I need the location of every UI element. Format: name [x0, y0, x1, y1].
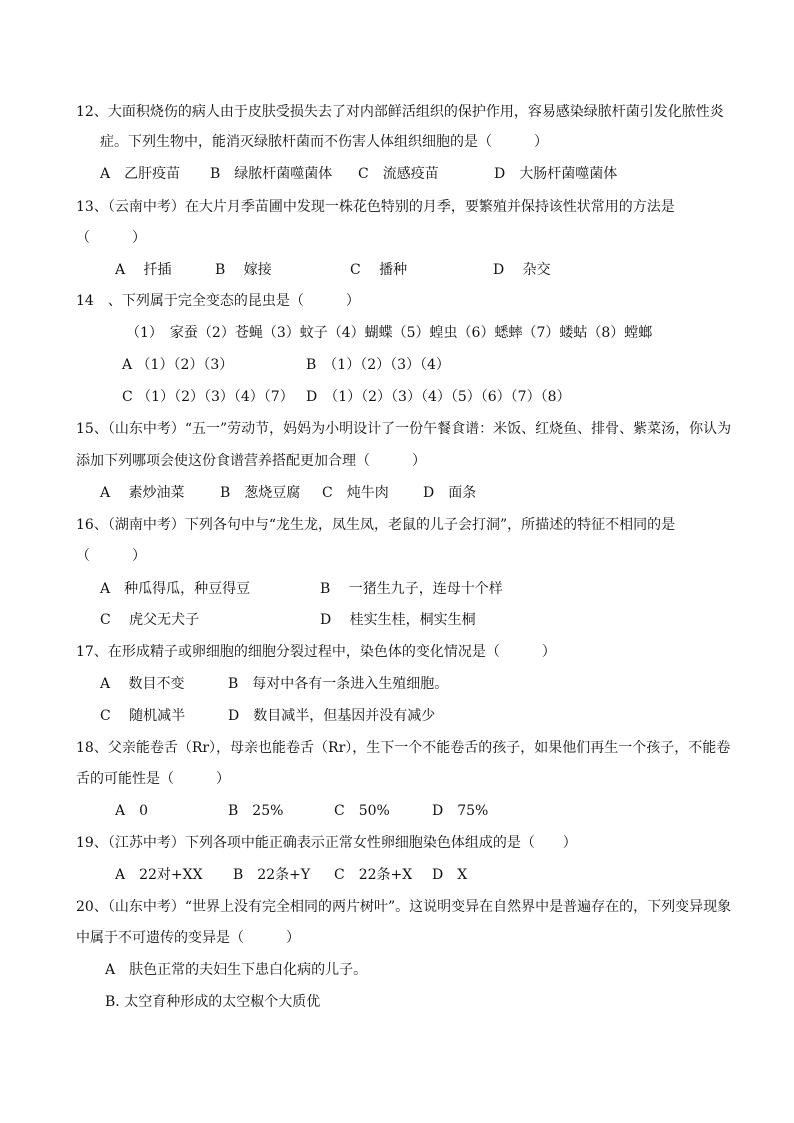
q13-stem-line2: （ ） — [76, 230, 146, 246]
q15-option-d: D 面条 — [423, 485, 477, 501]
q13-option-c: C 播种 — [350, 262, 408, 278]
q20-stem-line2: 中属于不可遗传的变异是（ ） — [76, 930, 300, 946]
q12-option-a: A 乙肝疫苗 — [100, 166, 181, 182]
q13-option-a: A 扦插 — [115, 262, 172, 278]
q18-option-c: C 50% — [334, 803, 390, 819]
q19-option-d: D X — [432, 867, 468, 883]
q13-stem-line1: 13、（云南中考）在大片月季苗圃中发现一株花色特别的月季，要繁殖并保持该性状常用的方法是 — [76, 199, 675, 215]
q16-option-b: B 一猪生九子，连母十个样 — [320, 581, 503, 597]
q13-option-d: D 杂交 — [493, 262, 551, 278]
q15-stem-line2: 添加下列哪项会使这份食谱营养搭配更加合理（ ） — [76, 453, 426, 469]
q18-stem-line2: 舌的可能性是（ ） — [76, 771, 230, 787]
q13-option-b: B 嫁接 — [215, 262, 272, 278]
q17-option-c: C 随机减半 — [100, 708, 186, 724]
q20-stem-line1: 20、（山东中考）“世界上没有完全相同的两片树叶”。这说明变异在自然界中是普遍存在的，下列变异现象 — [76, 899, 732, 915]
q14-option-d: D （1）（2）（3）（4）（5）（6）（7）（8） — [306, 389, 571, 405]
q12-option-c: C 流感疫苗 — [358, 166, 439, 182]
q17-option-d: D 数目减半，但基因并没有减少 — [228, 708, 436, 724]
q19-option-b: B 22条+Y — [233, 867, 311, 883]
q14-option-a: A （1）（2）（3） — [122, 357, 234, 373]
q12-option-d: D 大肠杆菌噬菌体 — [494, 166, 618, 182]
q17-stem-line1: 17、在形成精子或卵细胞的细胞分裂过程中，染色体的变化情况是（ ） — [76, 644, 556, 660]
q12-stem-line1: 12、大面积烧伤的病人由于皮肤受损失去了对内部鲜活组织的保护作用，容易感染绿脓杆菌引发化脓性炎 — [76, 104, 724, 120]
q16-option-c: C 虎父无犬子 — [100, 612, 200, 628]
q15-option-a: A 素炒油菜 — [100, 485, 185, 501]
q17-option-b: B 每对中各有一条进入生殖细胞。 — [228, 676, 449, 692]
q18-option-a: A 0 — [115, 803, 149, 819]
q12-option-b: B 绿脓杆菌噬菌体 — [210, 166, 333, 182]
q14-insect-list: （1） 家蚕（2）苍蝇（3）蚊子（4）蝴蝶（5）蝗虫（6）蟋蟀（7）蝼蛄（8）螳螂 — [126, 325, 653, 341]
q19-stem-line1: 19、（江苏中考）下列各项中能正确表示正常女性卵细胞染色体组成的是（ ） — [76, 835, 577, 851]
q14-option-c: C （1）（2）（3）（4）（7） — [122, 389, 294, 405]
q14-option-b: B （1）（2）（3）（4） — [306, 357, 450, 373]
q12-stem-line2: 症。下列生物中，能消灭绿脓杆菌而不伤害人体组织细胞的是（ ） — [100, 134, 548, 150]
q19-option-c: C 22条+X — [334, 867, 413, 883]
q18-option-b: B 25% — [228, 803, 284, 819]
q15-option-c: C 炖牛肉 — [322, 485, 389, 501]
q16-option-a: A 种瓜得瓜，种豆得豆 — [100, 581, 251, 597]
q18-stem-line1: 18、父亲能卷舌（Rr），母亲也能卷舌（Rr），生下一个不能卷舌的孩子，如果他们再生一个孩子，不能卷 — [76, 740, 731, 756]
q16-option-d: D 桂实生桂，桐实生桐 — [320, 612, 476, 628]
q20-option-b: B. 太空育种形成的太空椒个大质优 — [105, 994, 321, 1010]
q17-option-a: A 数目不变 — [100, 676, 185, 692]
q15-option-b: B 葱烧豆腐 — [220, 485, 301, 501]
q20-option-a: A 肤色正常的夫妇生下患白化病的儿子。 — [105, 962, 368, 978]
q16-stem-line2: （ ） — [76, 548, 146, 564]
q18-option-d: D 75% — [432, 803, 489, 819]
q14-stem-line1: 14 、下列属于完全变态的昆虫是（ ） — [76, 293, 360, 309]
q15-stem-line1: 15、（山东中考）“五一”劳动节，妈妈为小明设计了一份午餐食谱：米饭、红烧鱼、排骨、紫菜汤，你认为 — [76, 421, 732, 437]
q19-option-a: A 22对+XX — [115, 867, 203, 883]
q16-stem-line1: 16、（湖南中考）下列各句中与“龙生龙，凤生凤，老鼠的儿子会打洞”，所描述的特征不相同的是 — [76, 517, 676, 533]
